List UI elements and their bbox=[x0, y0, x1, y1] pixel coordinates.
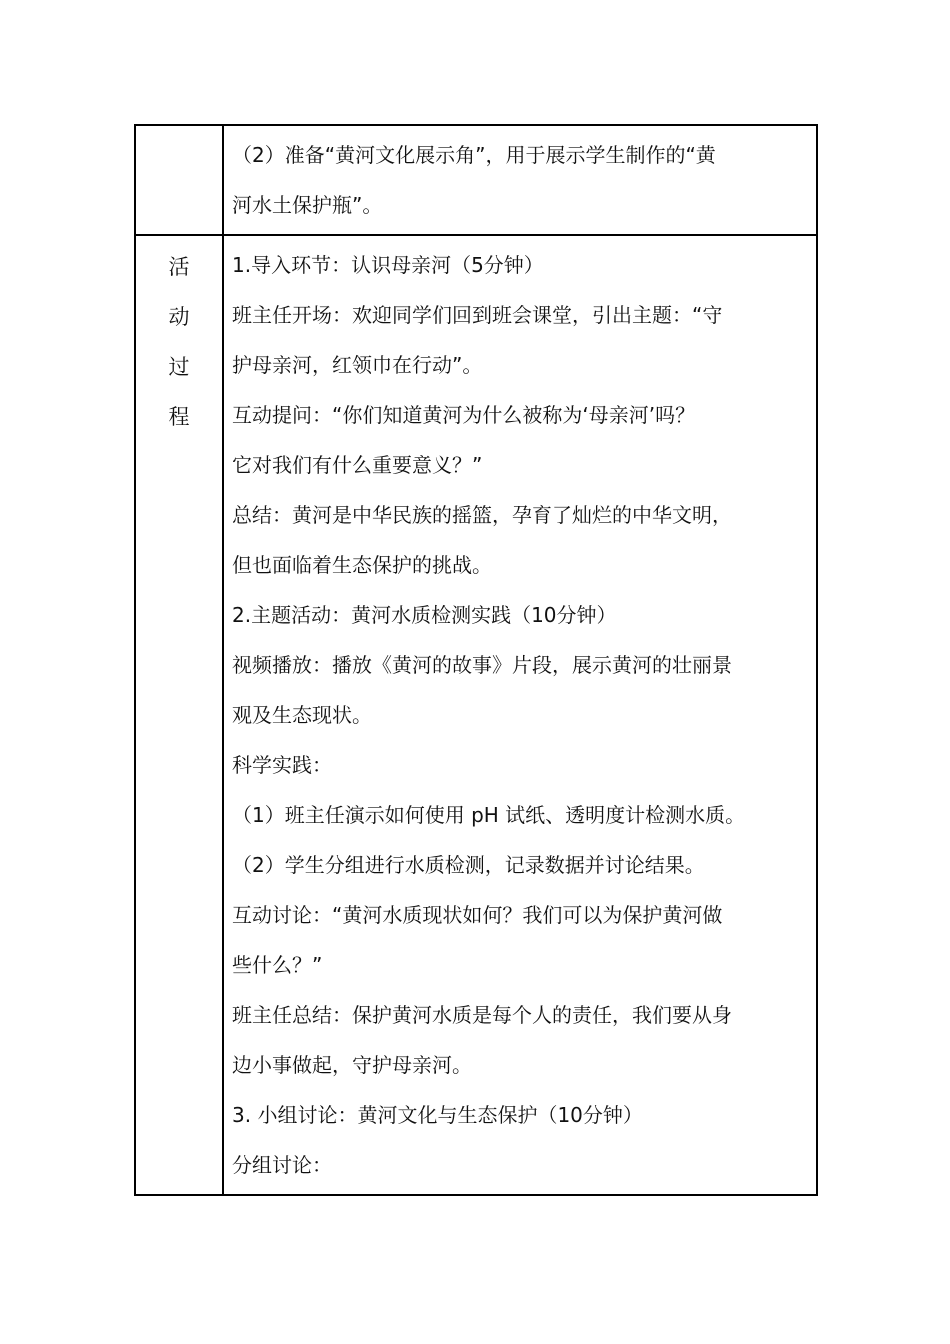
content-line: 科学实践： bbox=[232, 753, 332, 777]
table-row-activity-process bbox=[135, 235, 817, 1195]
content-line: 视频播放：播放《黄河的故事》片段，展示黄河的壮丽景 bbox=[232, 653, 732, 677]
content-line: 班主任总结：保护黄河水质是每个人的责任，我们要从身 bbox=[232, 1003, 732, 1027]
label-char: 活 bbox=[168, 255, 190, 279]
content-line: 它对我们有什么重要意义？” bbox=[232, 453, 483, 477]
content-line: 总结：黄河是中华民族的摇篮，孕育了灿烂的中华文明， bbox=[232, 503, 732, 527]
vertical-label bbox=[136, 236, 222, 442]
section-heading-intro: 1.导入环节：认识母亲河（5分钟） bbox=[232, 253, 544, 277]
content-line: （2）学生分组进行水质检测，记录数据并讨论结果。 bbox=[232, 853, 705, 877]
label-char: 动 bbox=[168, 305, 190, 329]
row-label-cell-empty bbox=[135, 125, 223, 235]
content-line: 互动讨论：“黄河水质现状如何？我们可以为保护黄河做 bbox=[232, 903, 723, 927]
content-line: 些什么？” bbox=[232, 953, 323, 977]
label-char: 过 bbox=[168, 355, 190, 379]
content-line: 护母亲河，红领巾在行动”。 bbox=[232, 353, 483, 377]
content-line: （2）准备“黄河文化展示角”，用于展示学生制作的“黄 bbox=[232, 143, 716, 167]
activity-plan-table bbox=[134, 124, 818, 1196]
label-char: 程 bbox=[168, 405, 190, 429]
content-line: 互动提问：“你们知道黄河为什么被称为‘母亲河’吗？ bbox=[232, 403, 696, 427]
content-line: 河水土保护瓶”。 bbox=[232, 193, 383, 217]
content-line: 观及生态现状。 bbox=[232, 703, 372, 727]
content-line: （1）班主任演示如何使用 pH 试纸、透明度计检测水质。 bbox=[232, 803, 746, 827]
content-line: 班主任开场：欢迎同学们回到班会课堂，引出主题：“守 bbox=[232, 303, 723, 327]
section-heading-theme-activity: 2.主题活动：黄河水质检测实践（10分钟） bbox=[232, 603, 617, 627]
row-label-cell-activity-process bbox=[135, 235, 223, 1195]
row-content-cell-preparation bbox=[223, 125, 817, 235]
table-row-preparation bbox=[135, 125, 817, 235]
content-line: 边小事做起，守护母亲河。 bbox=[232, 1053, 472, 1077]
content-line: 分组讨论： bbox=[232, 1153, 332, 1177]
content-line: 但也面临着生态保护的挑战。 bbox=[232, 553, 492, 577]
row-content-cell-activity-process bbox=[223, 235, 817, 1195]
section-heading-group-discussion: 3. 小组讨论：黄河文化与生态保护（10分钟） bbox=[232, 1103, 643, 1127]
